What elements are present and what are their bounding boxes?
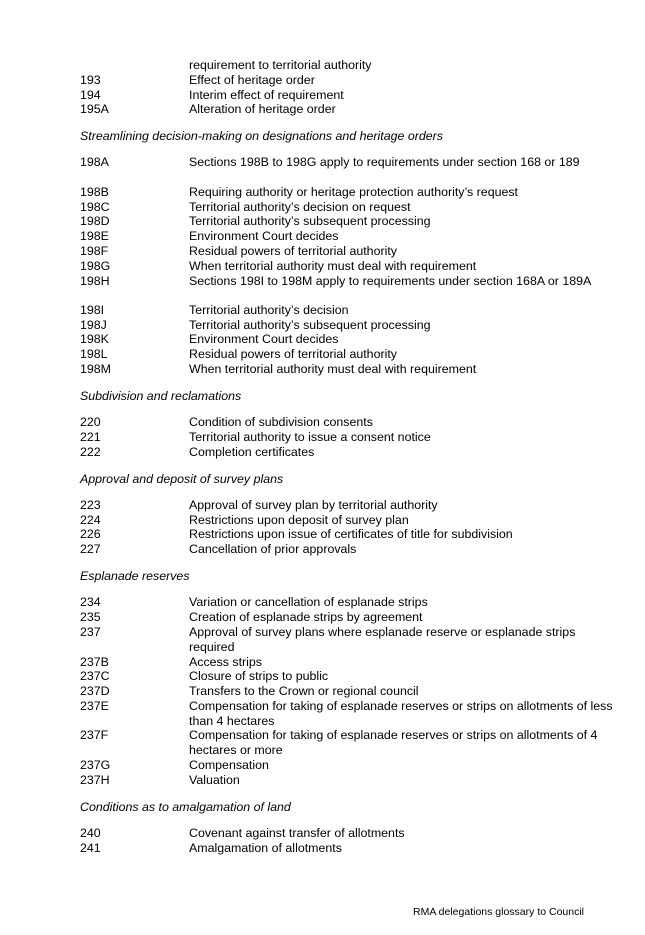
- section-number: 198H: [80, 273, 110, 288]
- section-number: 237H: [80, 772, 110, 787]
- section-row: [80, 758, 620, 773]
- section-number: 237B: [80, 654, 109, 669]
- section-number: 198C: [80, 199, 110, 214]
- section-description: Requiring authority or heritage protection authority’s request: [189, 184, 518, 199]
- section-number: 220: [80, 415, 101, 430]
- section-description: Effect of heritage order: [189, 72, 315, 87]
- section-row: [80, 625, 620, 655]
- section-number: 198I: [80, 302, 105, 317]
- section-row: [80, 347, 620, 362]
- section-number: 198A: [80, 155, 109, 170]
- section-row: [80, 841, 620, 856]
- section-number: 221: [80, 429, 101, 444]
- section-description: Valuation: [189, 772, 240, 787]
- section-description: When territorial authority must deal with requirement: [189, 362, 477, 377]
- section-row: [80, 362, 620, 377]
- section-number: 237: [80, 624, 101, 639]
- section-description: Alteration of heritage order: [189, 102, 336, 117]
- section-row: [80, 773, 620, 788]
- section-row: [80, 318, 620, 333]
- section-number: 198L: [80, 347, 108, 362]
- section-description: Compensation for taking of esplanade reserves or strips on allotments of 4 hectares or more: [189, 728, 598, 758]
- section-heading: Esplanade reserves: [80, 569, 190, 584]
- section-description: Territorial authority to issue a consent notice: [189, 429, 431, 444]
- section-description: Interim effect of requirement: [189, 87, 344, 102]
- section-description: Territorial authority’s subsequent processing: [189, 317, 431, 332]
- section-description: Restrictions upon deposit of survey plan: [189, 512, 409, 527]
- section-number: 222: [80, 444, 101, 459]
- section-number: 198B: [80, 184, 109, 199]
- section-number: 224: [80, 512, 101, 527]
- section-description: Amalgamation of allotments: [189, 840, 342, 855]
- section-description: Creation of esplanade strips by agreement: [189, 610, 423, 625]
- section-description: Compensation: [189, 758, 269, 773]
- section-row: [80, 595, 620, 610]
- section-number: 227: [80, 542, 101, 557]
- section-row: [80, 684, 620, 699]
- section-description: Residual powers of territorial authority: [189, 243, 397, 258]
- section-number: 235: [80, 610, 101, 625]
- section-number: 198M: [80, 362, 111, 377]
- section-row: [80, 259, 620, 274]
- section-row: [80, 303, 620, 318]
- section-number: 198G: [80, 258, 111, 273]
- section-row: [80, 155, 620, 170]
- section-number: 237F: [80, 728, 109, 743]
- section-number: 198E: [80, 229, 109, 244]
- section-number: 237E: [80, 698, 109, 713]
- section-row: [80, 73, 620, 88]
- section-row: [80, 445, 620, 460]
- section-row: [80, 669, 620, 684]
- section-number: 198F: [80, 243, 109, 258]
- section-group: [80, 498, 620, 557]
- section-row: [80, 728, 620, 758]
- section-description: requirement to territorial authority: [189, 58, 372, 72]
- section-number: 198K: [80, 332, 109, 347]
- section-number: 198J: [80, 317, 107, 332]
- section-number: 193: [80, 72, 101, 87]
- section-row: [80, 214, 620, 229]
- page-footer: RMA delegations glossary to Council: [413, 906, 585, 918]
- section-row: [80, 527, 620, 542]
- section-number: [80, 58, 189, 73]
- section-row: [80, 200, 620, 215]
- section-description: Restrictions upon issue of certificates of title for subdivision: [189, 527, 513, 542]
- section-description: Completion certificates: [189, 444, 315, 459]
- section-number: 237C: [80, 669, 110, 684]
- section-number: 237G: [80, 758, 111, 773]
- section-row: [80, 826, 620, 841]
- section-group: [80, 303, 620, 377]
- section-list: [80, 58, 620, 856]
- section-row: [80, 513, 620, 528]
- section-row: [80, 332, 620, 347]
- section-heading: Approval and deposit of survey plans: [80, 471, 284, 486]
- section-description: Territorial authority’s subsequent processing: [189, 214, 431, 229]
- section-description: Environment Court decides: [189, 229, 339, 244]
- section-description: When territorial authority must deal with requirement: [189, 258, 477, 273]
- section-group: [80, 185, 620, 289]
- section-row: [80, 244, 620, 259]
- section-description: Approval of survey plan by territorial authority: [189, 497, 438, 512]
- section-row: [80, 102, 620, 117]
- section-group: [80, 595, 620, 787]
- section-row: [80, 185, 620, 200]
- section-heading: Subdivision and reclamations: [80, 388, 242, 403]
- section-number: 234: [80, 595, 101, 610]
- section-description: Approval of survey plans where esplanade reserve or esplanade strips required: [189, 624, 576, 654]
- section-description: Territorial authority’s decision on request: [189, 199, 411, 214]
- section-number: 240: [80, 825, 101, 840]
- section-row: [80, 610, 620, 625]
- section-heading: Conditions as to amalgamation of land: [80, 799, 291, 814]
- section-number: 226: [80, 527, 101, 542]
- section-group: [80, 73, 620, 117]
- section-number: 195A: [80, 102, 109, 117]
- section-description: Residual powers of territorial authority: [189, 347, 397, 362]
- section-number: 194: [80, 87, 101, 102]
- section-number: 223: [80, 497, 101, 512]
- section-description: Access strips: [189, 654, 262, 669]
- section-number: 198D: [80, 214, 110, 229]
- section-description: Sections 198I to 198M apply to requirements under section 168A or 189A: [189, 273, 592, 288]
- section-row: [80, 430, 620, 445]
- section-description: Cancellation of prior approvals: [189, 542, 357, 557]
- section-row: [80, 229, 620, 244]
- section-group: [80, 155, 620, 170]
- section-row: [80, 274, 620, 289]
- continuation-row: [80, 58, 620, 73]
- section-number: 241: [80, 840, 101, 855]
- section-row: [80, 699, 620, 729]
- section-row: [80, 415, 620, 430]
- section-description: Territorial authority’s decision: [189, 302, 349, 317]
- section-description: Transfers to the Crown or regional council: [189, 684, 419, 699]
- section-description: Closure of strips to public: [189, 669, 329, 684]
- section-number: 237D: [80, 684, 110, 699]
- section-group: [80, 415, 620, 459]
- section-row: [80, 498, 620, 513]
- section-description: Condition of subdivision consents: [189, 415, 373, 430]
- section-description: Variation or cancellation of esplanade strips: [189, 595, 428, 610]
- section-description: Environment Court decides: [189, 332, 339, 347]
- section-description: Compensation for taking of esplanade reserves or strips on allotments of less than 4 hectares: [189, 698, 613, 728]
- section-group: [80, 826, 620, 856]
- section-description: Sections 198B to 198G apply to requirements under section 168 or 189: [189, 155, 580, 170]
- section-row: [80, 542, 620, 557]
- section-description: Covenant against transfer of allotments: [189, 825, 405, 840]
- section-heading: Streamlining decision-making on designations and heritage orders: [80, 129, 443, 144]
- section-row: [80, 88, 620, 103]
- section-row: [80, 655, 620, 670]
